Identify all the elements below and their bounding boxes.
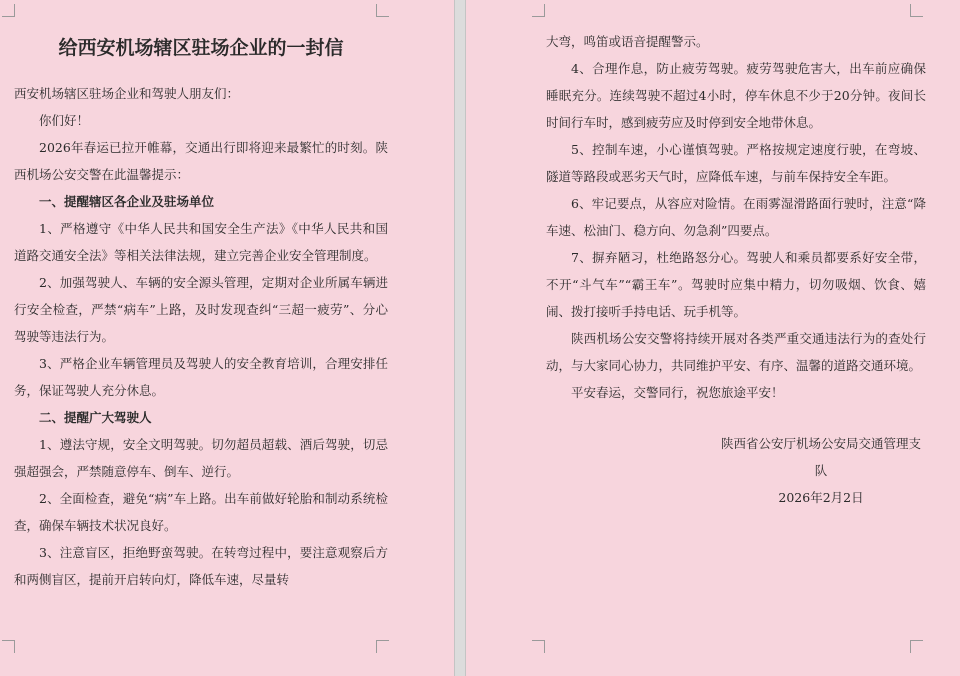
spacer: [546, 406, 926, 430]
document-page-left: [0, 0, 454, 676]
document-page-right: [466, 0, 960, 676]
closing-paragraph: 陕西机场公安交警将持续开展对各类严重交通违法行为的查处行动，与大家同心协力，共同维护平安、有序、温馨的道路交通环境。: [546, 331, 926, 373]
paragraph: 1、严格遵守《中华人民共和国安全生产法》《中华人民共和国道路交通安全法》等相关法律法规，建立完善企业安全管理制度。: [14, 221, 388, 263]
right-text-column: [546, 28, 926, 511]
paragraph: 3、注意盲区，拒绝野蛮驾驶。在转弯过程中，要注意观察后方和两侧盲区，提前开启转向灯，降低车速，尽量转: [14, 545, 388, 587]
section-heading: 二、提醒广大驾驶人: [39, 410, 152, 425]
signature-date: 2026年2月2日: [778, 490, 864, 505]
left-text-column: [14, 0, 388, 593]
page-corner-mark: [532, 640, 545, 653]
paragraph: 4、合理作息，防止疲劳驾驶。疲劳驾驶危害大，出车前应确保睡眠充分。连续驾驶不超过4小时，停车休息不少于20分钟。夜间长时间行车时，感到疲劳应及时停到安全地带休息。: [546, 61, 926, 130]
paragraph: 3、严格企业车辆管理员及驾驶人的安全教育培训，合理安排任务，保证驾驶人充分休息。: [14, 356, 388, 398]
salutation: 西安机场辖区驻场企业和驾驶人朋友们：: [14, 86, 240, 101]
paragraph: 2、加强驾驶人、车辆的安全源头管理，定期对企业所属车辆进行安全检查，严禁“病车”上路，及时发现查纠“三超一疲劳”、分心驾驶等违法行为。: [14, 275, 388, 344]
page-corner-mark: [2, 640, 15, 653]
document-title: 给西安机场辖区驻场企业的一封信: [58, 37, 344, 59]
paragraph: 6、牢记要点，从容应对险情。在雨雾湿滑路面行驶时，注意“降车速、松油门、稳方向、勿急刹”四要点。: [546, 196, 926, 238]
page-corner-mark: [532, 4, 545, 17]
page-corner-mark: [910, 640, 923, 653]
section-heading: 一、提醒辖区各企业及驻场单位: [39, 194, 215, 209]
paragraph: 2、全面检查，避免“病”车上路。出车前做好轮胎和制动系统检查，确保车辆技术状况良好。: [14, 491, 388, 533]
paragraph-continuation: 大弯，鸣笛或语音提醒警示。: [546, 34, 709, 49]
signature: 陕西省公安厅机场公安局交通管理支队: [720, 436, 921, 478]
page-corner-mark: [910, 4, 923, 17]
page-gutter: [454, 0, 466, 676]
page-corner-mark: [376, 640, 389, 653]
paragraph: 5、控制车速，小心谨慎驾驶。严格按规定速度行驶，在弯坡、隧道等路段或恶劣天气时，应降低车速，与前车保持安全车距。: [546, 142, 926, 184]
greeting: 你们好！: [39, 113, 90, 128]
paragraph: 1、遵法守规，安全文明驾驶。切勿超员超载、酒后驾驶，切忌强超强会，严禁随意停车、倒车、逆行。: [14, 437, 388, 479]
intro-paragraph: 2026年春运已拉开帷幕，交通出行即将迎来最繁忙的时刻。陕西机场公安交警在此温馨提示：: [14, 140, 388, 182]
paragraph: 7、摒弃陋习，杜绝路怒分心。驾驶人和乘员都要系好安全带，不开“斗气车”“霸王车”。驾驶时应集中精力，切勿吸烟、饮食、嬉闹、拨打接听手持电话、玩手机等。: [546, 250, 926, 319]
wish-line: 平安春运，交警同行，祝您旅途平安！: [571, 385, 784, 400]
